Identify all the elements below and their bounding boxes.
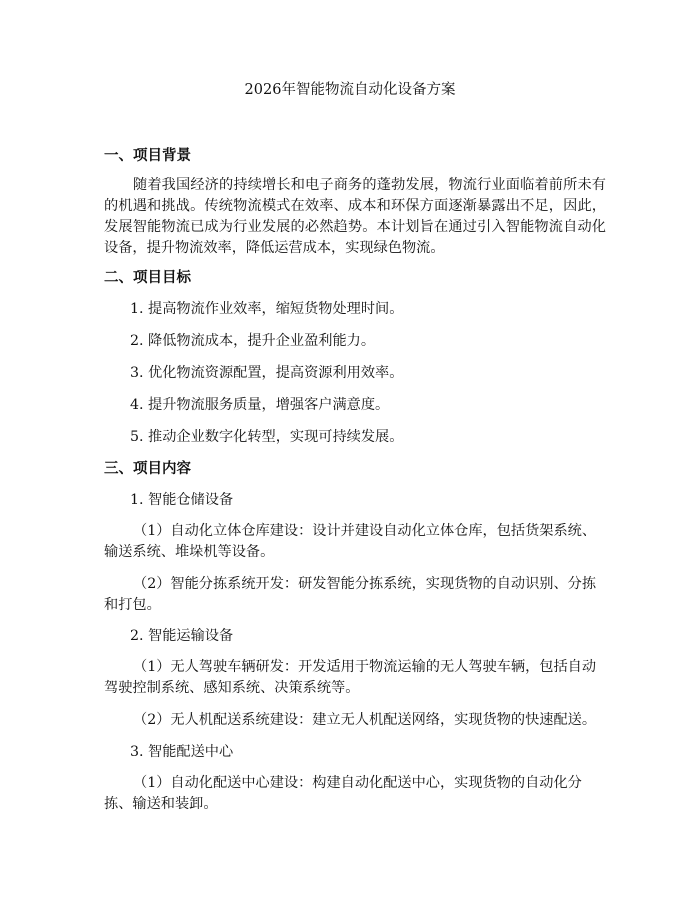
section-heading-background: 一、项目背景 bbox=[104, 147, 191, 164]
content-part-2-sub-2: （2）无人机配送系统建设：建立无人机配送网络，实现货物的快速配送。 bbox=[133, 712, 597, 728]
content-part-3-sub-1: （1）自动化配送中心建设：构建自动化配送中心，实现货物的自动化分拣、输送和装卸。 bbox=[104, 775, 582, 812]
content-part-1-label: 1. 智能仓储设备 bbox=[130, 492, 234, 508]
section-heading-goals: 二、项目目标 bbox=[104, 269, 191, 286]
background-paragraph: 随着我国经济的持续增长和电子商务的蓬勃发展，物流行业面临着前所未有的机遇和挑战。传统物流模式在效率、成本和环保方面逐渐暴露出不足，因此，发展智能物流已成为行业发展的必然趋势。本计划旨在通过引入智能物流自动化设备，提升物流效率，降低运营成本，实现绿色物流。 bbox=[104, 177, 606, 256]
goal-item-1: 1. 提高物流作业效率，缩短货物处理时间。 bbox=[130, 301, 404, 317]
content-part-1-sub-1: （1）自动化立体仓库建设：设计并建设自动化立体仓库，包括货架系统、输送系统、堆垛机等设备。 bbox=[104, 523, 597, 560]
goal-item-4: 4. 提升物流服务质量，增强客户满意度。 bbox=[130, 397, 390, 413]
content-part-3-label: 3. 智能配送中心 bbox=[130, 744, 234, 760]
goal-item-5: 5. 推动企业数字化转型，实现可持续发展。 bbox=[130, 429, 404, 445]
goal-item-3: 3. 优化物流资源配置，提高资源利用效率。 bbox=[130, 365, 404, 381]
content-part-1-sub-2: （2）智能分拣系统开发：研发智能分拣系统，实现货物的自动识别、分拣和打包。 bbox=[104, 576, 597, 613]
content-part-2-sub-1: （1）无人驾驶车辆研发：开发适用于物流运输的无人驾驶车辆，包括自动驾驶控制系统、感知系统、决策系统等。 bbox=[104, 659, 597, 696]
document-title: 2026年智能物流自动化设备方案 bbox=[244, 82, 456, 98]
goal-item-2: 2. 降低物流成本，提升企业盈利能力。 bbox=[130, 333, 376, 349]
content-part-2-label: 2. 智能运输设备 bbox=[130, 628, 234, 644]
section-heading-content: 三、项目内容 bbox=[104, 460, 191, 477]
